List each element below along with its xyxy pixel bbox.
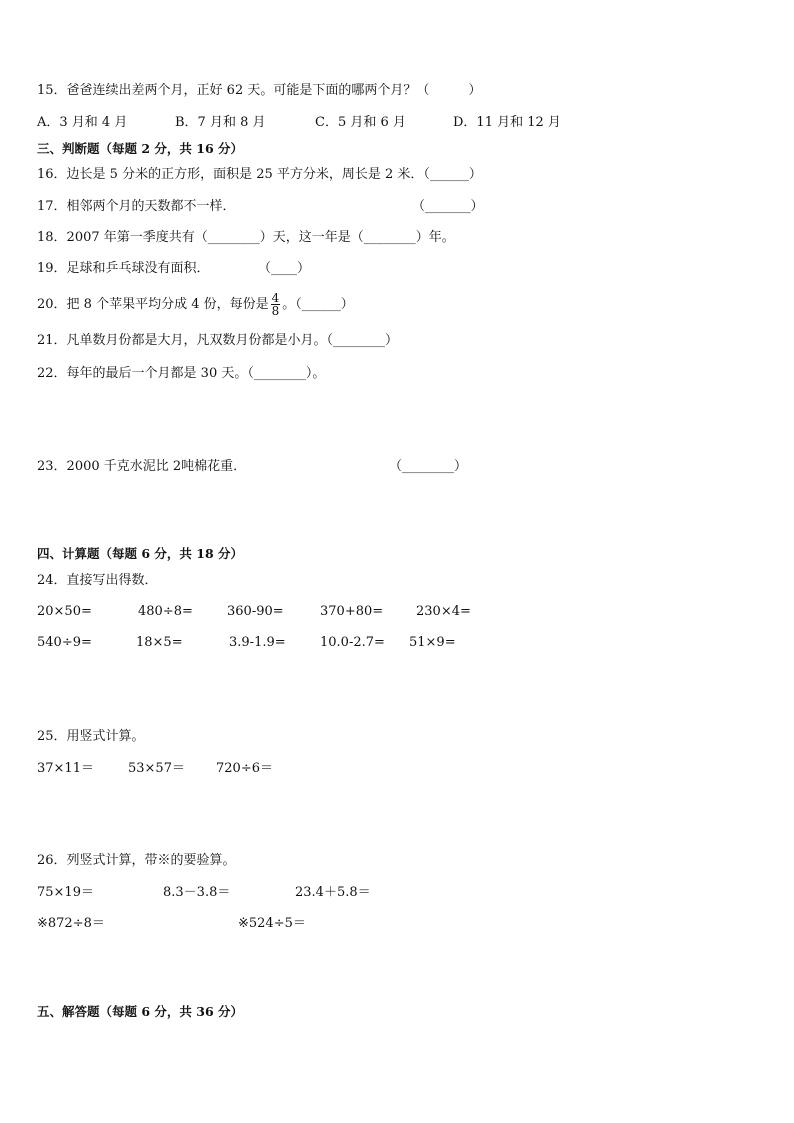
q15-option-d: D．11 月和 12 月	[453, 115, 561, 130]
q15-option-b: B．7 月和 8 月	[175, 115, 266, 130]
question-21: 21．凡单数月份都是大月，凡双数月份都是小月。（________）	[37, 333, 399, 348]
q24-expr: 540÷9=	[37, 635, 92, 650]
question-17: 17．相邻两个月的天数都不一样．	[37, 199, 236, 214]
q24-expr: 51×9=	[409, 635, 456, 650]
q17-answer-blank: （_______）	[412, 199, 484, 214]
question-23: 23．2000 千克水泥比 2吨棉花重．	[37, 459, 247, 474]
q20-numerator: 4	[271, 291, 280, 305]
q20-text-before: 20．把 8 个苹果平均分成 4 份，每份是	[37, 297, 269, 312]
q25-expr: 53×57＝	[128, 761, 185, 776]
q23-answer-blank: （________）	[389, 459, 468, 474]
q24-expr: 480÷8=	[138, 604, 193, 619]
q15-option-a: A．3 月和 4 月	[37, 115, 128, 130]
q24-expr: 370+80=	[320, 604, 384, 619]
q26-expr: ※872÷8＝	[37, 916, 105, 931]
q19-answer-blank: （____）	[258, 261, 311, 276]
question-25: 25．用竖式计算。	[37, 729, 145, 744]
section-4-heading: 四、计算题（每题 6 分，共 18 分）	[37, 546, 244, 561]
q20-denominator: 8	[271, 304, 280, 318]
q20-fraction	[271, 292, 281, 317]
question-26: 26．列竖式计算，带※的要验算。	[37, 853, 236, 868]
question-20	[37, 288, 354, 322]
q26-expr: 8.3－3.8＝	[163, 885, 231, 900]
question-18: 18．2007 年第一季度共有（________）天，这一年是（________）年。	[37, 230, 455, 245]
question-16: 16．边长是 5 分米的正方形，面积是 25 平方分米，周长是 2 米．（______）	[37, 167, 482, 182]
question-22: 22．每年的最后一个月都是 30 天。（________）。	[37, 366, 326, 381]
question-15: 15．爸爸连续出差两个月，正好 62 天。可能是下面的哪两个月？（ ）	[37, 83, 482, 98]
q24-expr: 18×5=	[136, 635, 183, 650]
q24-expr: 20×50=	[37, 604, 92, 619]
q20-text-after: 。（______）	[282, 297, 354, 312]
question-19: 19．足球和乒乓球没有面积．	[37, 261, 210, 276]
section-5-heading: 五、解答题（每题 6 分，共 36 分）	[37, 1004, 244, 1019]
q26-expr: ※524÷5＝	[238, 916, 306, 931]
q25-expr: 37×11＝	[37, 761, 94, 776]
q24-expr: 230×4=	[416, 604, 471, 619]
q26-expr: 23.4＋5.8＝	[295, 885, 371, 900]
q15-option-c: C．5 月和 6 月	[315, 115, 406, 130]
q25-expr: 720÷6＝	[216, 761, 273, 776]
q24-expr: 10.0-2.7=	[320, 635, 385, 650]
section-3-heading: 三、判断题（每题 2 分，共 16 分）	[37, 141, 244, 156]
q24-expr: 360-90=	[227, 604, 284, 619]
q24-expr: 3.9-1.9=	[229, 635, 286, 650]
question-24: 24．直接写出得数．	[37, 573, 158, 588]
q26-expr: 75×19＝	[37, 885, 94, 900]
